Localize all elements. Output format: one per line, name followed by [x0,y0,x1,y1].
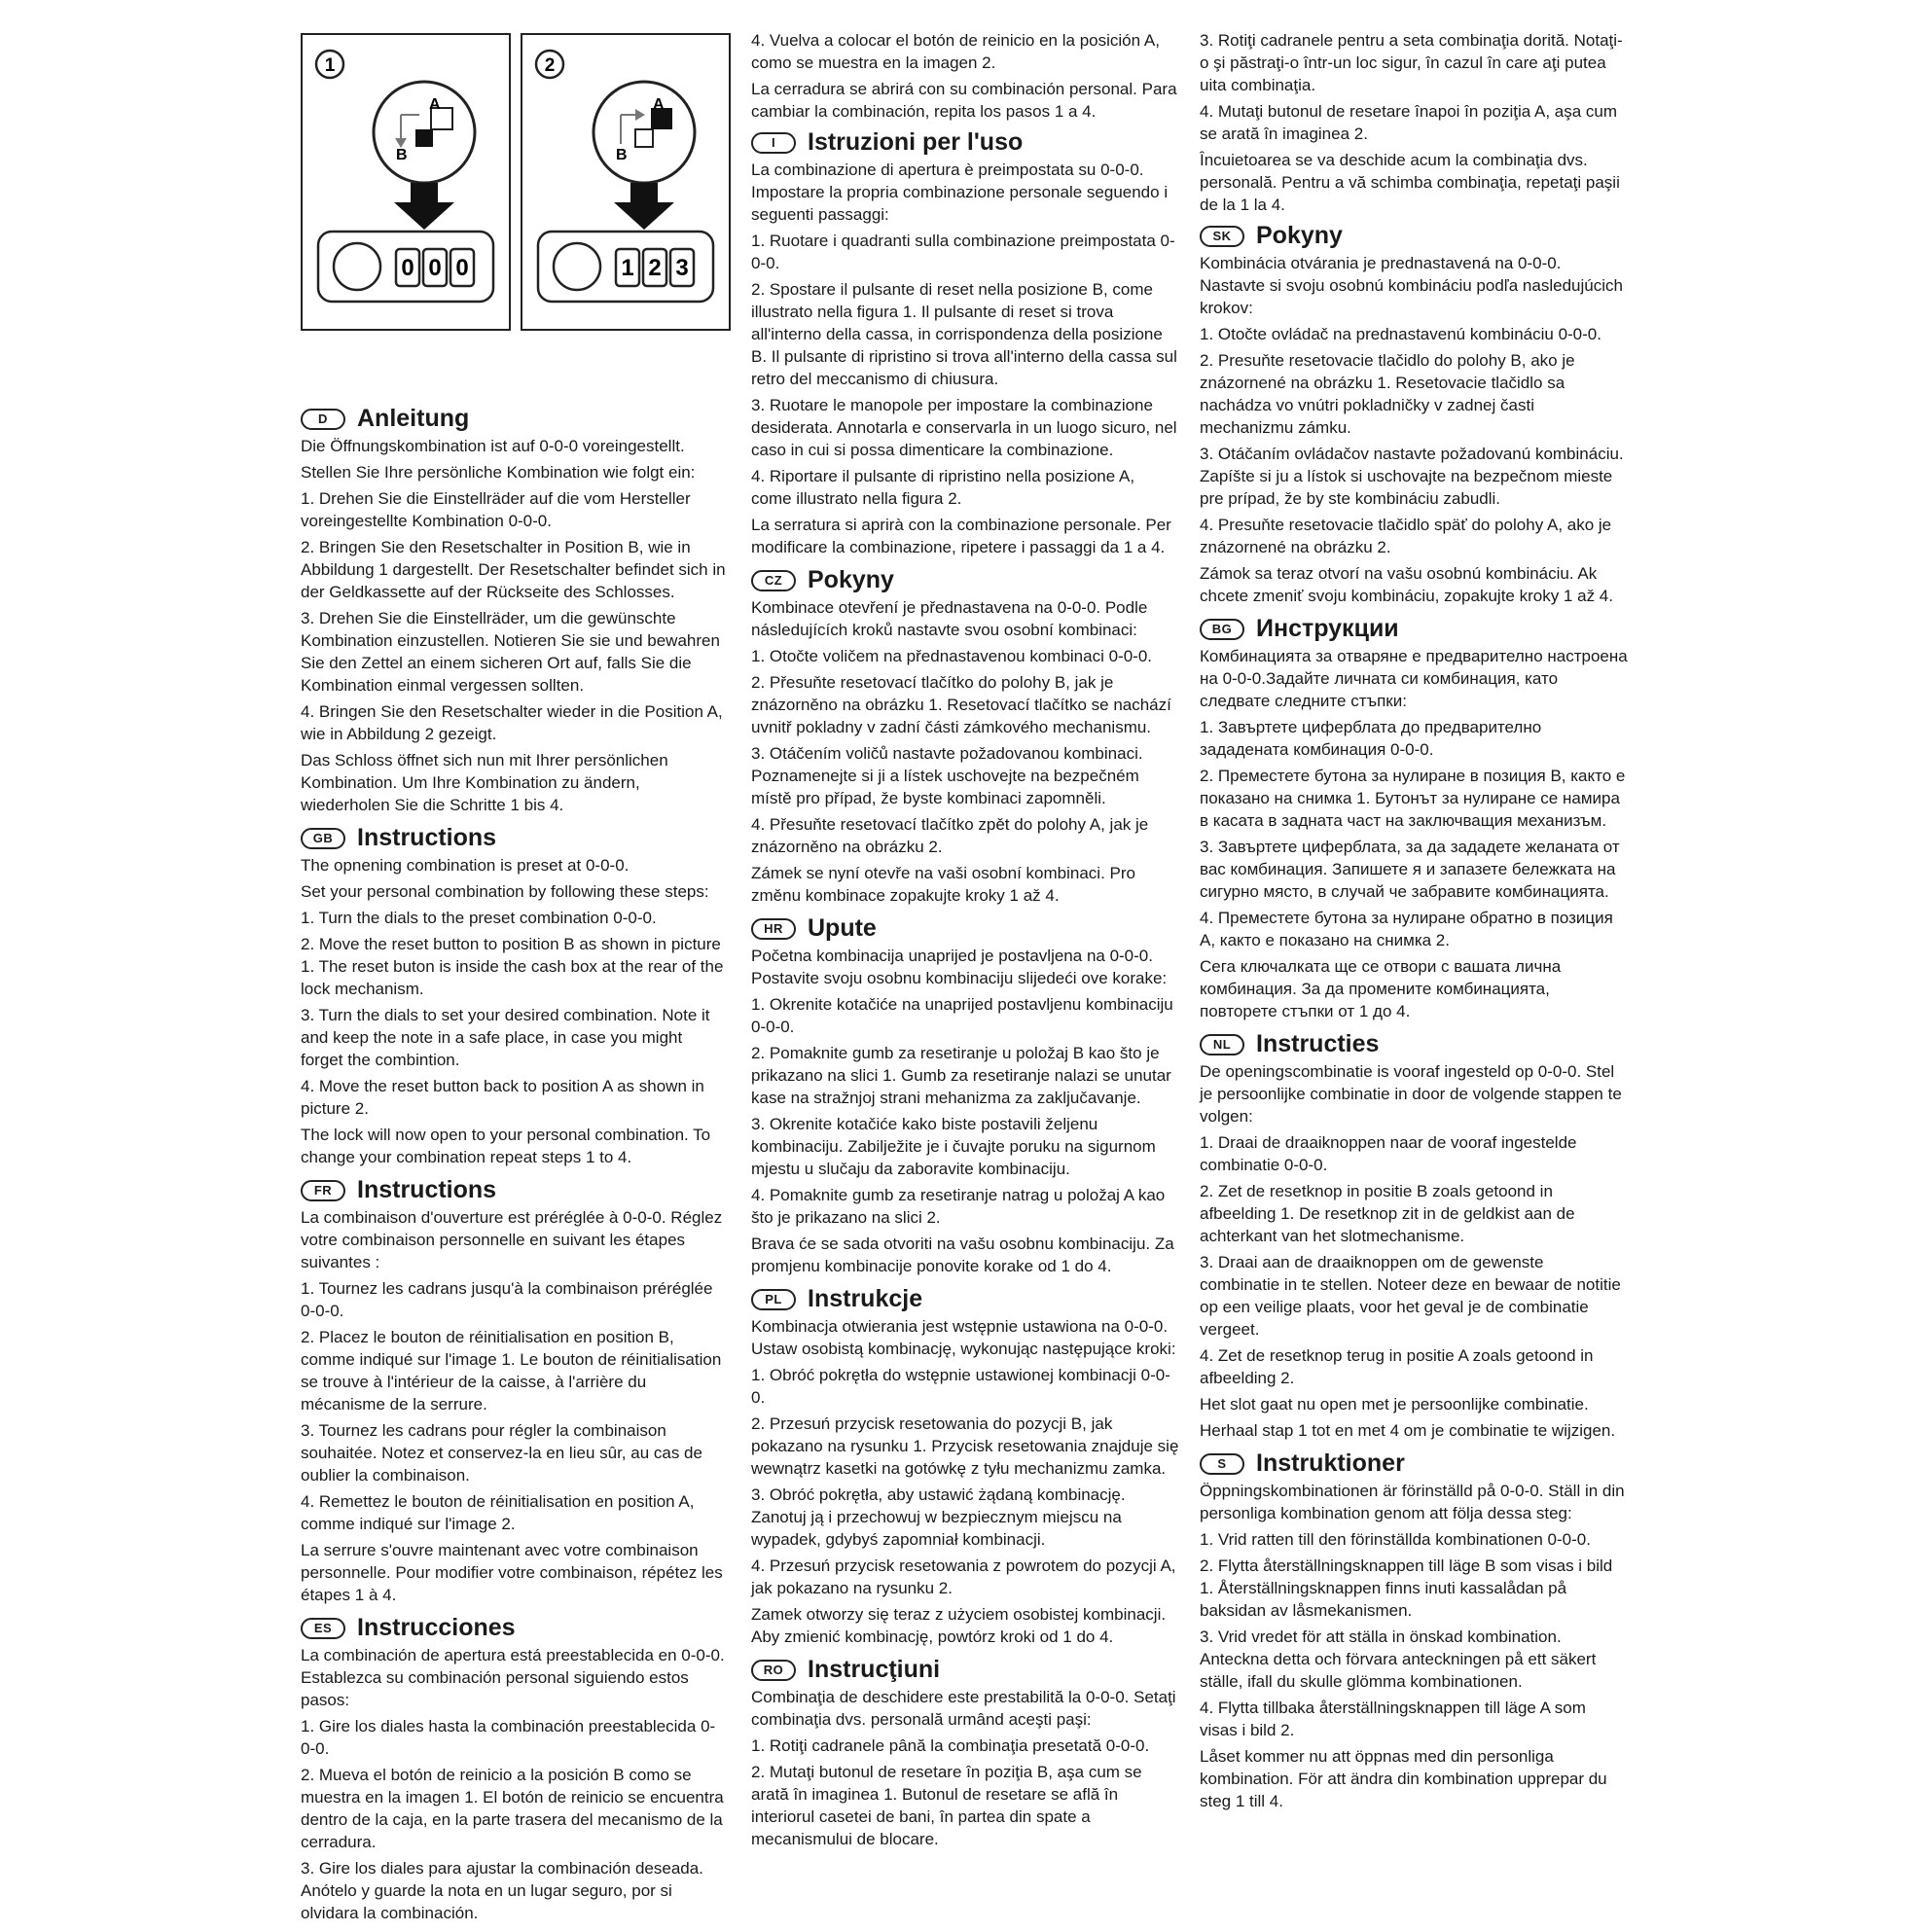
instruction-paragraph: 4. Riportare il pulsante di ripristino nella posizione A, come illustrato nella figura 2. [751,467,1135,508]
figure-1 [301,33,511,331]
section-header [1200,1449,1628,1478]
dial-digit: 1 [621,255,634,281]
section-header [1200,1030,1628,1058]
instruction-paragraph: 1. Okrenite kotačiće na unaprijed postavljenu kombinaciju 0-0-0. [751,995,1173,1036]
instruction-paragraph: 2. Преместете бутона за нулиране в позиция B, както е показано на снимка 1. Бутонът за нулиране се намира в касата в задната част на заключващия механизъм. [1200,767,1626,830]
dial-digit: 3 [675,255,689,281]
instruction-paragraph: La combinación de apertura está preestablecida en 0-0-0. Establezca su combinación personal siguiendo estos pasos: [301,1646,725,1709]
language-section-gb [301,824,729,1168]
instruction-paragraph: Kombinacja otwierania jest wstępnie ustawiona na 0-0-0. Ustaw osobistą kombinację, wykonując następujące kroki: [751,1317,1176,1358]
section-title: Pokyny [1256,222,1343,249]
instruction-paragraph: 4. Move the reset button back to position A as shown in picture 2. [301,1077,704,1118]
instruction-paragraph: The opnening combination is preset at 0-0-0. [301,856,630,875]
instruction-paragraph: 2. Mutaţi butonul de resetare în poziţia B, aşa cum se arată în imaginea 1. Butonul de resetare se află în interiorul casetei de bani, în partea din spate a mecanismului de blocare. [751,1763,1142,1848]
section-title: Instructions [357,824,497,851]
instruction-paragraph: 3. Tournez les cadrans pour régler la combinaison souhaitée. Notez et conservez-la en lieu sûr, au cas de oublier la combinaison. [301,1421,702,1485]
instruction-paragraph: 1. Завъртете циферблата до предварително зададената комбинация 0-0-0. [1200,718,1542,759]
section-header [301,1176,729,1204]
instruction-paragraph: 1. Draai de draaiknoppen naar de vooraf ingestelde combinatie 0-0-0. [1200,1133,1577,1174]
section-header [751,566,1179,594]
instruction-paragraph: 3. Drehen Sie die Einstellräder, um die gewünschte Kombination einzustellen. Notieren Sie sie und bewahren Sie den Zettel an einem sicheren Ort auf, falls Sie die Kombination einmal vergessen sollten. [301,609,720,695]
instruction-paragraph: 2. Presuňte resetovacie tlačidlo do polohy B, ako je znázornené na obrázku 1. Resetovacie tlačidlo sa nachádza vo vnútri pokladničky v zadnej časti mechanizmu zámku. [1200,351,1575,437]
section-title: Instrukcje [808,1285,923,1312]
instruction-paragraph: 1. Otočte voličem na přednastavenou kombinaci 0-0-0. [751,647,1153,665]
figure-1-number: 1 [324,55,336,76]
language-section-cz [751,566,1179,907]
instruction-paragraph: La combinazione di apertura è preimpostata su 0-0-0. Impostare la propria combinazione personale seguendo i seguenti passaggi: [751,161,1169,224]
instruction-paragraph: 4. Přesuňte resetovací tlačítko zpět do polohy A, jak je znázorněno na obrázku 2. [751,815,1149,856]
language-section-nl [1200,1030,1628,1442]
instruction-paragraph: 4. Преместете бутона за нулиране обратно в позиция A, както е показано на снимка 2. [1200,909,1613,949]
figures [301,33,729,376]
instruction-paragraph: Zamek otworzy się teraz z użyciem osobistej kombinacji. Aby zmienić kombinację, powtórz kroki od 1 do 4. [751,1605,1167,1646]
instruction-paragraph: 2. Přesuňte resetovací tlačítko do polohy B, jak je znázorněno na obrázku 1. Resetovací tlačítko se nachází uvnitř pokladny v zadní části zámkového mechanismu. [751,673,1171,736]
instruction-paragraph: Låset kommer nu att öppnas med din personliga kombination. För att ändra din kombination upprepar du steg 1 till 4. [1200,1747,1607,1810]
language-code-badge: PL [751,1289,796,1310]
instruction-paragraph: 4. Vuelva a colocar el botón de reinicio en la posición A, como se muestra en la imagen 2. [751,31,1160,72]
figure-1-label-a: A [429,96,441,113]
language-section-s [1200,1449,1628,1812]
instruction-paragraph: Zámek se nyní otevře na vaši osobní kombinaci. Pro změnu kombinace zopakujte kroky 1 až 4. [751,864,1135,905]
instruction-paragraph: 1. Tournez les cadrans jusqu'à la combinaison préréglée 0-0-0. [301,1279,713,1320]
section-header [301,1614,729,1642]
instruction-paragraph: La cerradura se abrirá con su combinación personal. Para cambiar la combinación, repita los pasos 1 a 4. [751,80,1177,121]
instruction-paragraph: 1. Drehen Sie die Einstellräder auf die vom Hersteller voreingestellte Kombination 0-0-0. [301,489,691,530]
figure-1-label-b: B [396,147,408,163]
language-section-sk [1200,222,1628,607]
language-section-i [751,128,1179,558]
section-header [751,1285,1179,1313]
instruction-paragraph: 2. Przesuń przycisk resetowania do pozycji B, jak pokazano na rysunku 1. Przycisk resetowania znajduje się wewnątrz kasetki na gotówkę z tyłu mechanizmu zamka. [751,1414,1179,1478]
dial-digit: 0 [428,255,442,281]
instruction-paragraph: 2. Placez le bouton de réinitialisation en position B, comme indiqué sur l'image 1. Le bouton de réinitialisation se trouve à l'intérieur de la caisse, à l'arrière du mécanisme de la serrure. [301,1328,722,1413]
column-3-continuation [1200,29,1628,216]
instruction-paragraph: La serrure s'ouvre maintenant avec votre combinaison personnelle. Pour modifier votre combinaison, répétez les étapes 1 à 4. [301,1541,723,1604]
column-2-sections [751,128,1179,1850]
instruction-paragraph: Öppningskombinationen är förinställd på 0-0-0. Ställ in din personliga kombination genom att följa dessa steg: [1200,1482,1625,1522]
language-code-badge: S [1200,1453,1244,1475]
instruction-paragraph: 3. Obróć pokrętła, aby ustawić żądaną kombinację. Zanotuj ją i przechowuj w bezpiecznym miejscu na wypadek, gdybyś zapomniał kombinacji. [751,1485,1126,1549]
language-code-badge: NL [1200,1034,1244,1055]
column-3 [1200,29,1628,1820]
section-header [751,128,1179,157]
instruction-paragraph: 1. Ruotare i quadranti sulla combinazione preimpostata 0-0-0. [751,232,1175,272]
instruction-paragraph: 3. Gire los diales para ajustar la combinación deseada. Anótelo y guarde la nota en un lugar seguro, por si olvidara la combinación. [301,1859,703,1922]
instruction-paragraph: 1. Rotiţi cadranele până la combinaţia presetată 0-0-0. [751,1736,1150,1755]
instruction-paragraph: 4. Flytta tillbaka återställningsknappen till läge A som visas i bild 2. [1200,1699,1586,1739]
instruction-paragraph: 3. Otáčaním ovládačov nastavte požadovanú kombináciu. Zapíšte si ju a lístok si uschovajte na bezpečnom mieste pre prípad, že by ste kombináciu zabudli. [1200,445,1624,508]
instruction-paragraph: Set your personal combination by following these steps: [301,882,709,901]
instruction-paragraph: 4. Bringen Sie den Resetschalter wieder in die Position A, wie in Abbildung 2 gezeigt. [301,702,723,743]
section-title: Upute [808,914,877,942]
instruction-paragraph: 2. Spostare il pulsante di reset nella posizione B, come illustrato nella figura 1. Il pulsante di reset si trova all'interno della cassa, in corrispondenza della posizione B. Il pulsante di ripristino si trova all'interno della cassa sul retro del meccanismo di chiusura. [751,280,1177,388]
instruction-paragraph: 1. Obróć pokrętła do wstępnie ustawionej kombinacji 0-0-0. [751,1366,1170,1407]
section-title: Instructions [357,1176,497,1203]
instruction-paragraph: 3. Vrid vredet för att ställa in önskad kombination. Anteckna detta och förvara anteckningen på ett säkert ställe, ifall du skulle glömma kombinationen. [1200,1628,1597,1691]
instruction-paragraph: Brava će se sada otvoriti na vašu osobnu kombinaciju. Za promjenu kombinacije ponovite korake od 1 do 4. [751,1234,1174,1275]
instruction-paragraph: Početna kombinacija unaprijed je postavljena na 0-0-0. Postavite svoju osobnu kombinaciju slijedeći ove korake: [751,947,1168,987]
instruction-paragraph: Zámok sa teraz otvorí na vašu osobnú kombináciu. Ak chcete zmeniť svoju kombináciu, zopakujte kroky 1 až 4. [1200,564,1613,605]
instruction-paragraph: 3. Okrenite kotačiće kako biste postavili željenu kombinaciju. Zabilježite je i čuvajte poruku na sigurnom mjestu u slučaju da zaboravite kombinaciju. [751,1115,1156,1178]
language-code-badge: RO [751,1660,796,1681]
dial-digit: 0 [401,255,414,281]
language-section-hr [751,914,1179,1277]
section-title: Instructies [1256,1030,1380,1057]
instruction-paragraph: Die Öffnungskombination ist auf 0-0-0 voreingestellt. [301,437,685,455]
column-2-continuation [751,29,1179,123]
section-title: Instrucciones [357,1614,516,1641]
instruction-paragraph: 4. Presuňte resetovacie tlačidlo späť do polohy A, ako je znázornené na obrázku 2. [1200,516,1612,556]
instruction-paragraph: Încuietoarea se va deschide acum la combinaţia dvs. personală. Pentru a vă schimba combinaţia, repetaţi paşii de la 1 la 4. [1200,151,1620,214]
instruction-paragraph: 3. Turn the dials to set your desired combination. Note it and keep the note in a safe place, in case you might forget the combintion. [301,1006,710,1069]
instruction-paragraph: 3. Rotiţi cadranele pentru a seta combinaţia dorită. Notaţi-o şi păstraţi-o într-un loc sigur, în cazul în care aţi putea uita combinaţia. [1200,31,1623,94]
figure-1-illustration [303,35,509,329]
instruction-paragraph: The lock will now open to your personal combination. To change your combination repeat steps 1 to 4. [301,1126,711,1166]
language-code-badge: CZ [751,570,796,591]
language-section-pl [751,1285,1179,1648]
language-section-es [301,1614,729,1924]
instruction-paragraph: 4. Mutaţi butonul de resetare înapoi în poziţia A, aşa cum se arată în imaginea 2. [1200,102,1618,143]
column-1-sections [301,405,729,1924]
instruction-paragraph: 3. Draai aan de draaiknoppen om de gewenste combinatie in te stellen. Noteer deze en bewaar de notitie op een veilige plaats, voor het geval je de combinatie vergeet. [1200,1253,1621,1339]
dial-digit: 0 [455,255,469,281]
language-code-badge: FR [301,1180,345,1201]
language-section-ro [751,1656,1179,1850]
instruction-paragraph: 3. Otáčením voličů nastavte požadovanou kombinaci. Poznamenejte si ji a lístek uschovejte na bezpečném místě pro případ, že byste kombinaci zapomněli. [751,744,1143,807]
figure-2-illustration [522,35,729,329]
instruction-paragraph: 2. Move the reset button to position B as shown in picture 1. The reset buton is inside the cash box at the rear of the lock mechanism. [301,935,724,998]
section-header [1200,615,1628,643]
language-code-badge: BG [1200,619,1244,640]
instruction-paragraph: 2. Flytta återställningsknappen till läge B som visas i bild 1. Återställningsknappen finns inuti kassalådan på baksidan av låsmekanismen. [1200,1556,1613,1620]
figure-2 [521,33,731,331]
section-title: Instruktioner [1256,1449,1405,1477]
language-code-badge: SK [1200,226,1244,247]
section-title: Anleitung [357,405,470,432]
instruction-paragraph: 4. Przesuń przycisk resetowania z powrotem do pozycji A, jak pokazano na rysunku 2. [751,1556,1176,1597]
figure-2-number: 2 [544,55,556,76]
instruction-paragraph: La combinaison d'ouverture est préréglée à 0-0-0. Réglez votre combinaison personnelle en suivant les étapes suivantes : [301,1208,723,1271]
instruction-paragraph: La serratura si aprirà con la combinazione personale. Per modificare la combinazione, ripetere i passaggi da 1 a 4. [751,516,1171,556]
instruction-paragraph: Herhaal stap 1 tot en met 4 om je combinatie te wijzigen. [1200,1421,1616,1440]
section-title: Instrucţiuni [808,1656,941,1683]
instruction-paragraph: Kombinace otevření je přednastavena na 0-0-0. Podle následujících kroků nastavte svou osobní kombinaci: [751,598,1148,639]
section-title: Инструкции [1256,615,1399,642]
instruction-paragraph: 1. Gire los diales hasta la combinación preestablecida 0-0-0. [301,1717,716,1758]
language-section-bg [1200,615,1628,1022]
column-3-sections [1200,222,1628,1812]
column-2 [751,29,1179,1858]
instruction-paragraph: De openingscombinatie is vooraf ingesteld op 0-0-0. Stel je persoonlijke combinatie in door de volgende stappen te volgen: [1200,1062,1622,1126]
figure-2-label-b: B [616,147,628,163]
section-header [1200,222,1628,250]
instruction-paragraph: 1. Turn the dials to the preset combination 0-0-0. [301,909,657,927]
instruction-paragraph: Het slot gaat nu open met je persoonlijke combinatie. [1200,1395,1589,1413]
language-section-fr [301,1176,729,1606]
instruction-paragraph: 3. Ruotare le manopole per impostare la combinazione desiderata. Annotarla e conservarla in un luogo sicuro, nel caso in cui si possa dimenticare la combinazione. [751,396,1177,459]
instruction-paragraph: Stellen Sie Ihre persönliche Kombination wie folgt ein: [301,463,696,482]
language-code-badge: I [751,132,796,154]
column-1 [301,29,729,1932]
instruction-paragraph: Das Schloss öffnet sich nun mit Ihrer persönlichen Kombination. Um Ihre Kombination zu ändern, wiederholen Sie die Schritte 1 bis 4. [301,751,668,814]
language-code-badge: HR [751,918,796,940]
instruction-paragraph: 2. Pomaknite gumb za resetiranje u položaj B kao što je prikazano na slici 1. Gumb za resetiranje nalazi se unutar kase na stražnjoj strani mehanizma za zaključavanje. [751,1044,1171,1107]
instruction-paragraph: 2. Zet de resetknop in positie B zoals getoond in afbeelding 1. De resetknop zit in de geldkist aan de achterkant van het slotmechanisme. [1200,1182,1575,1245]
language-code-badge: D [301,409,345,430]
instruction-paragraph: 3. Завъртете циферблата, за да зададете желаната от вас комбинация. Запишете я и запазете бележката на сигурно място, в случай че забравите комбинацията. [1200,838,1620,901]
language-section-d [301,405,729,816]
instruction-paragraph: 4. Remettez le bouton de réinitialisation en position A, comme indiqué sur l'image 2. [301,1492,695,1533]
section-title: Pokyny [808,566,894,593]
instruction-paragraph: 4. Pomaknite gumb za resetiranje natrag u položaj A kao što je prikazano na slici 2. [751,1186,1166,1227]
instruction-paragraph: 2. Mueva el botón de reinicio a la posición B como se muestra en la imagen 1. El botón de reinicio se encuentra dentro de la caja, en la parte trasera del mecanismo de la cerradura. [301,1766,724,1851]
instruction-paragraph: Сега ключалката ще се отвори с вашата лична комбинация. За да промените комбинацията, повторете стъпки от 1 до 4. [1200,957,1562,1020]
instruction-paragraph: 1. Vrid ratten till den förinställda kombinationen 0-0-0. [1200,1530,1591,1549]
section-header [751,914,1179,943]
language-code-badge: GB [301,828,345,849]
section-header [301,405,729,433]
instruction-paragraph: 4. Zet de resetknop terug in positie A zoals getoond in afbeelding 2. [1200,1346,1594,1387]
section-title: Istruzioni per l'uso [808,128,1024,156]
instruction-paragraph: Kombinácia otvárania je prednastavená na 0-0-0. Nastavte si svoju osobnú kombináciu podľa nasledujúcich krokov: [1200,254,1623,317]
dial-digit: 2 [648,255,662,281]
section-header [751,1656,1179,1684]
instruction-paragraph: Combinaţia de deschidere este prestabilită la 0-0-0. Setaţi combinaţia dvs. personală urmând aceşti paşi: [751,1688,1176,1729]
language-code-badge: ES [301,1618,345,1639]
figure-2-label-a: A [653,96,665,113]
section-header [301,824,729,852]
instruction-paragraph: Комбинацията за отваряне е предварително настроена на 0-0-0.Задайте личната си комбинация, като следвате следните стъпки: [1200,647,1628,710]
instruction-paragraph: 2. Bringen Sie den Resetschalter in Position B, wie in Abbildung 1 dargestellt. Der Resetschalter befindet sich in der Geldkassette auf der Rückseite des Schlosses. [301,538,726,601]
instruction-paragraph: 1. Otočte ovládač na prednastavenú kombináciu 0-0-0. [1200,325,1601,343]
